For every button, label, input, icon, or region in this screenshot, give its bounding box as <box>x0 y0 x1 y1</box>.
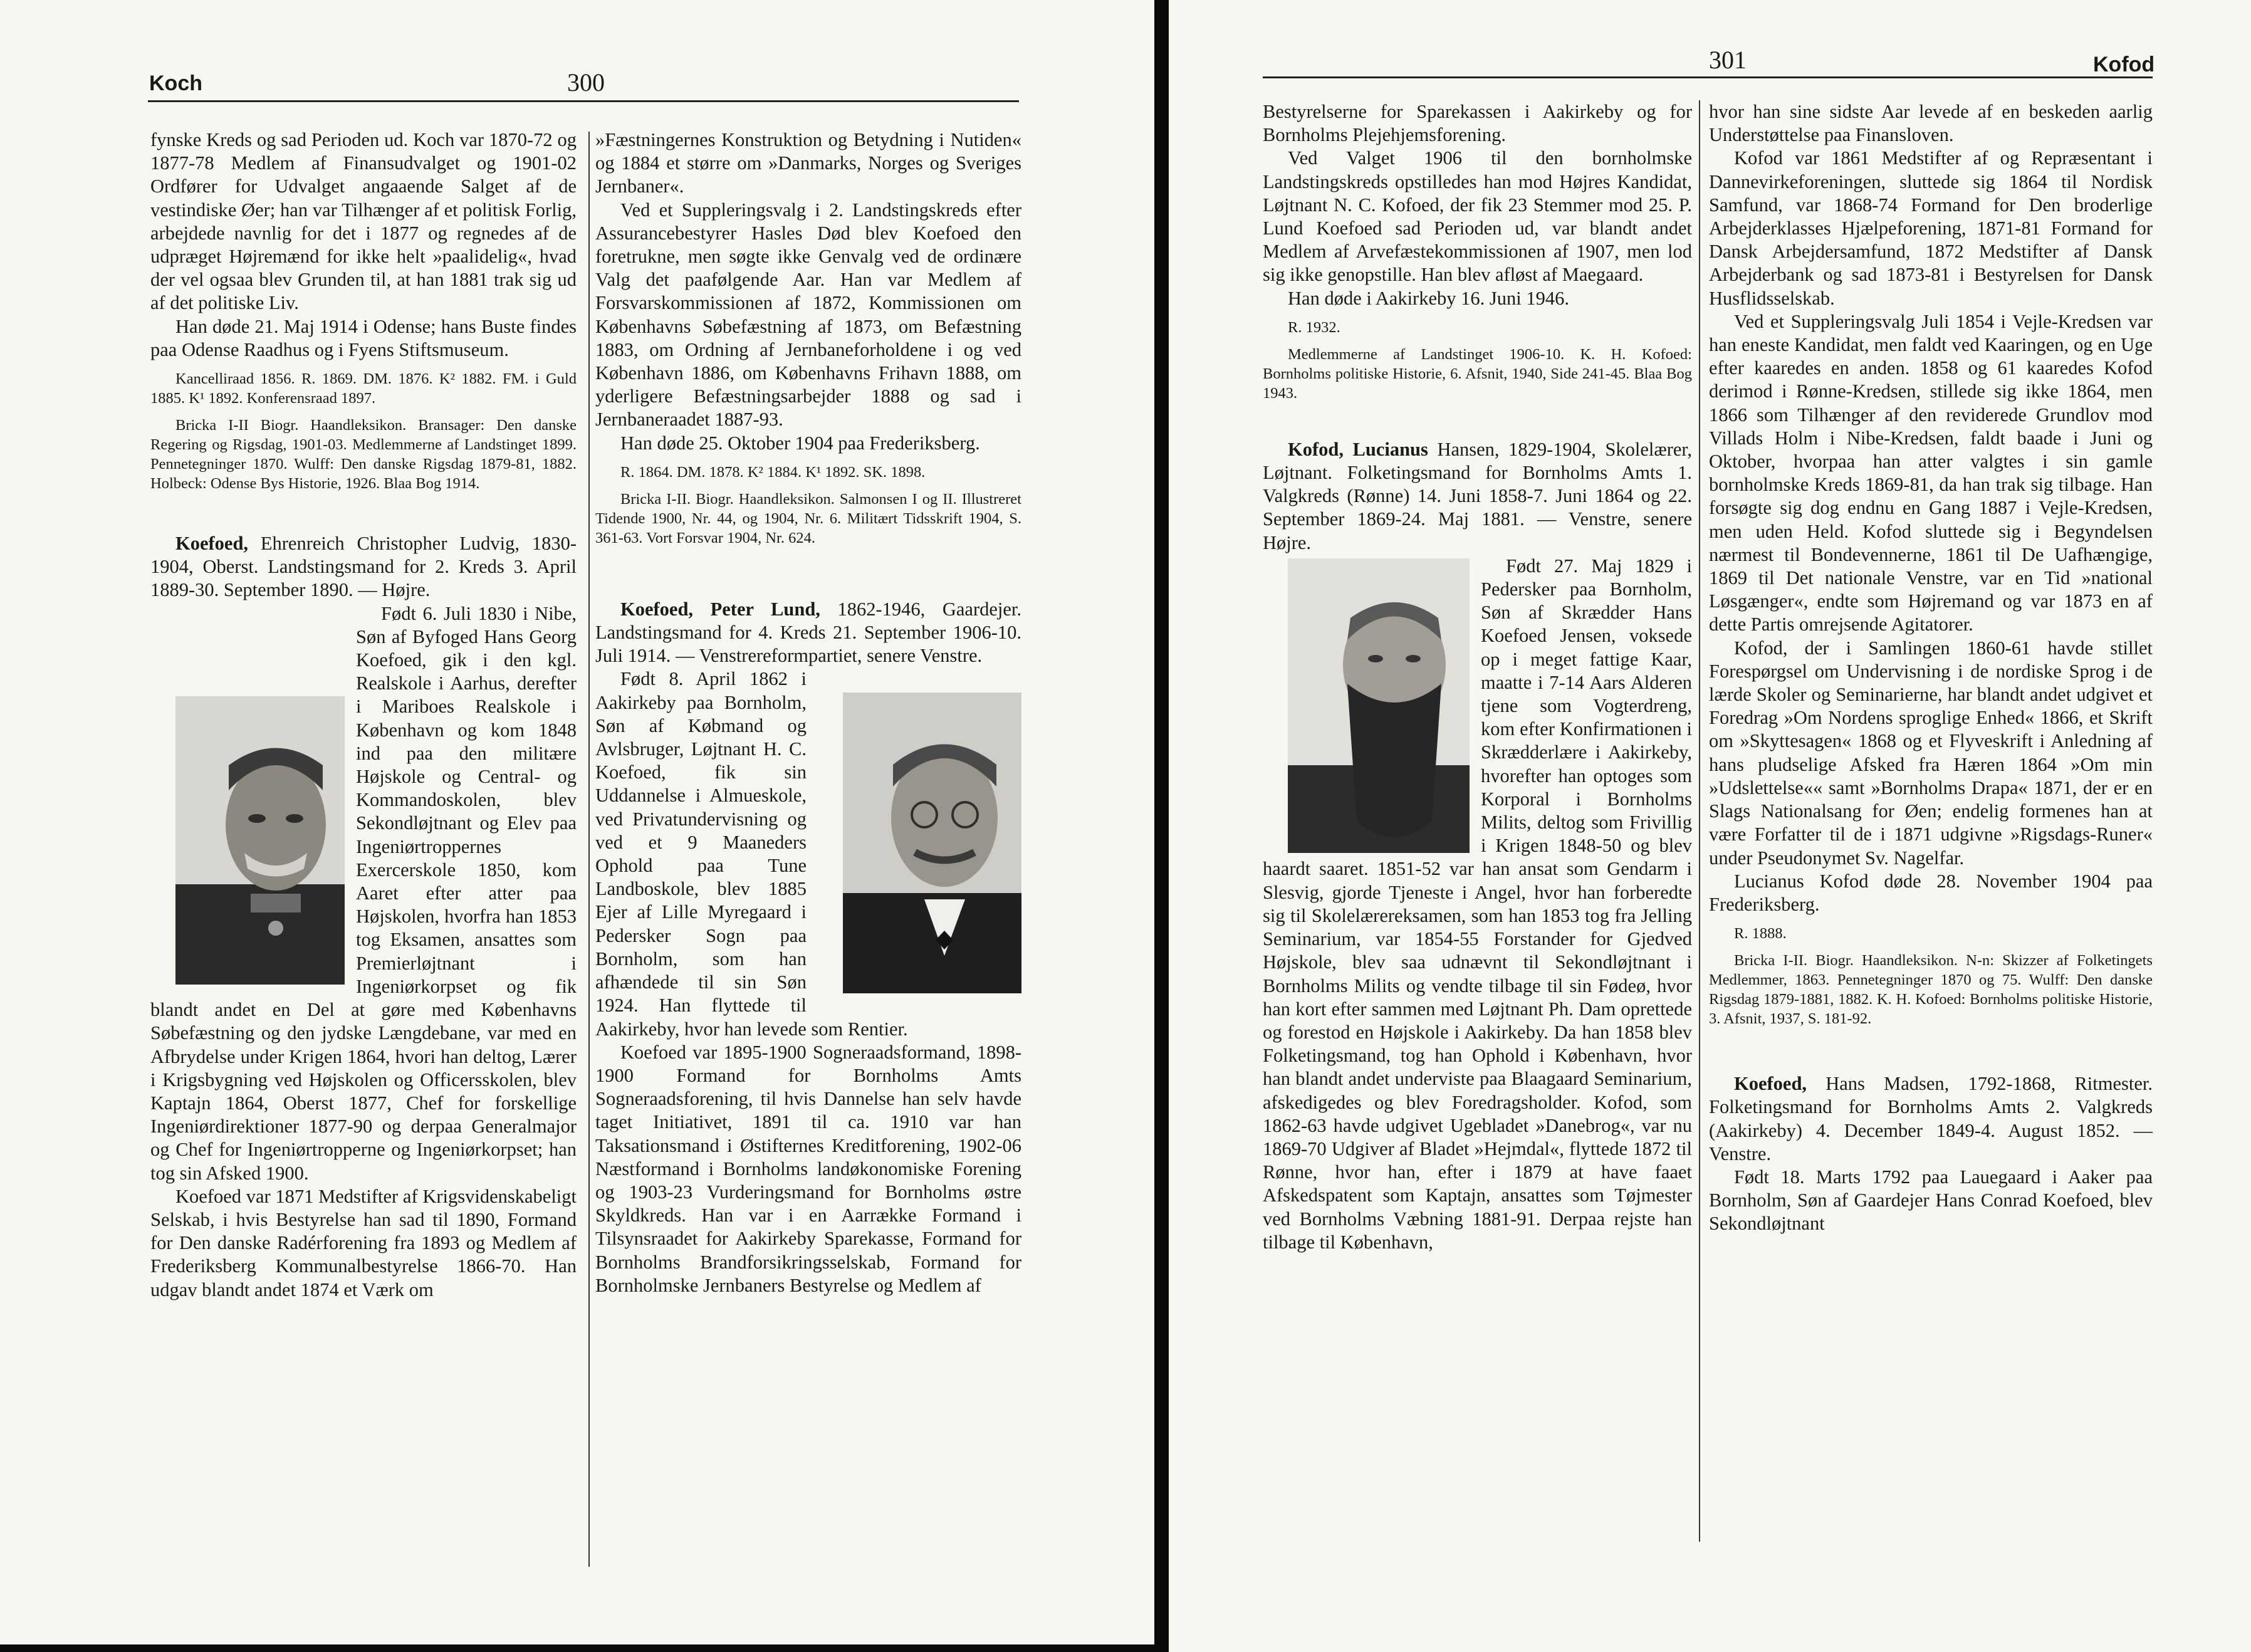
running-head-right <box>1169 40 2251 85</box>
entry-summary: Ehrenreich Christopher Ludvig, 1830-1904, Oberst. Landstingsmand for 2. Kreds 3. April 1889-30. September 1890. — Højre. <box>150 533 577 601</box>
header-rule <box>1263 76 2153 78</box>
entry-heading <box>1263 438 1692 555</box>
decorations-note: R. 1888. <box>1734 925 1787 943</box>
left-column-1 <box>150 128 577 1302</box>
paragraph: Han døde 21. Maj 1914 i Odense; hans Buste findes paa Odense Raadhus og i Fyens Stiftsmuseum. <box>150 315 577 360</box>
paragraph-text: Født 8. April 1862 i Aakirkeby paa Bornholm, Søn af Købmand og Avlsbruger, Løjtnant H. C. Koefoed, fik sin Uddannelse i Almueskole, ved Privatundervisning og ved et 9 Maaneders Ophold paa Tune Landboskole, blev 1885 Ejer af Lille Myregaard i Pedersker Sogn paa Bornholm, som han afhændede til sin Søn 1924. Han flyttede til Aakirkeby, hvor han levede som Rentier. <box>595 668 908 1040</box>
paragraph <box>150 602 577 1185</box>
portrait-photo <box>1263 558 1470 853</box>
paragraph: Ved Valget 1906 til den bornholmske Landstingskreds opstilledes han mod Højres Kandidat, Løjtnant N. C. Kofoed, der fik 23 Stemmer mod 25. P. Lund Koefoed sad Perioden ud, var blandt andet Medlem af Arvefæstekommissionen af 1907, men lod sig ikke genopstille. Han blev afløst af Maegaard. <box>1263 147 1692 286</box>
paragraph: Ved et Suppleringsvalg i 2. Landstingskreds efter Assurancebestyrer Hasles Død blev Koefoed den foretrukne, men søgte ikke Genvalg ved de ordinære Valg det paafølgende Aar. Han var Medlem af Forsvarskommissionen af 1872, Kommissionen om Københavns Søbefæstning af 1873, om Befæstning 1883, om Ordning af Jernbaneforholdene i og ved København 1886, om Københavns Frihavn 1888, om yderligere Befæstningsarbejder 1888 og sad i Jernbaneraadet 1887-93. <box>595 199 1021 431</box>
entry-headword: Koefoed, Peter Lund, <box>620 598 820 620</box>
sources-note: Bricka I-II Biogr. Haandleksikon. Bransager: Den danske Regering og Rigsdag, 1901-03. Medlemmerne af Landstinget 1899. Pennetegninger 1870. Wulff: Den danske Rigsdag 1879-81, 1882. Holbeck: Odense Bys Historie, 1926. Blaa Bog 1914. <box>150 417 577 493</box>
paragraph: Han døde i Aakirkeby 16. Juni 1946. <box>1288 287 1569 309</box>
paragraph: Kofod var 1861 Medstifter af og Repræsentant i Dannevirkeforeningen, sluttede sig 1864 til Nordisk Samfund, var 1868-74 Formand for Den broderlige Arbejderklasses Hjælpeforening, 1871-81 Formand for Dansk Arbejdersamfund, 1872 Medstifter af Dansk Arbejderbank og sad 1873-81 i Bestyrelsen for Dansk Husflidsselskab. <box>1709 147 2153 309</box>
right-column-2 <box>1709 100 2153 1236</box>
page-number: 300 <box>567 68 605 97</box>
paragraph: Koefoed var 1871 Medstifter af Krigsvidenskabeligt Selskab, i hvis Bestyrelse han sad til 1890, Formand for Den danske Radérforening fra 1893 og Medlem af Frederiksberg Kommunalbestyrelse 1866-70. Han udgav blandt andet 1874 et Værk om <box>150 1185 577 1300</box>
sources-note: Medlemmerne af Landstinget 1906-10. K. H. Kofoed: Bornholms politiske Historie, 6. Afsnit, 1940, Side 241-45. Blaa Bog 1943. <box>1263 345 1692 402</box>
paragraph: Han døde 25. Oktober 1904 paa Frederiksberg. <box>620 432 980 454</box>
entry-headword: Kofod, Lucianus <box>1288 438 1428 460</box>
entry-summary: Hansen, 1829-1904, Skolelærer, Løjtnant. Folketingsmand for Bornholms Amts 1. Valgkreds (Rønne) 14. Juni 1858-7. Juni 1864 og 22. September 1869-24. Maj 1881. — Venstre, senere Højre. <box>1263 438 1692 553</box>
right-column-1 <box>1263 100 1692 1254</box>
running-head-name: Koch <box>149 71 202 95</box>
paragraph: Født 18. Marts 1792 paa Lauegaard i Aaker paa Bornholm, Søn af Gaardejer Hans Conrad Koefoed, blev Sekondløjtnant <box>1709 1166 2153 1235</box>
sources-note: Bricka I-II. Biogr. Haandleksikon. N-n: Skizzer af Folketingets Medlemmer, 1863. Pennetegninger 1870 og 75. Wulff: Den danske Rigsdag 1879-1881, 1882. K. H. Kofoed: Bornholms politiske Historie, 3. Afsnit, 1937, S. 181-92. <box>1709 952 2153 1028</box>
entry-headword: Koefoed, <box>1734 1073 1807 1095</box>
paragraph <box>595 667 1021 1040</box>
decorations-note: Kancelliraad 1856. R. 1869. DM. 1876. K² 1882. FM. i Guld 1885. K¹ 1892. Konferensraad 1897. <box>150 370 577 407</box>
portrait-photo <box>818 693 1021 993</box>
entry-heading <box>1709 1072 2153 1166</box>
header-rule <box>148 100 1019 102</box>
entry-heading <box>595 598 1021 668</box>
paragraph: Koefoed var 1895-1900 Sogneraadsformand, 1898-1900 Formand for Bornholms Amts Sogneraadsforening, til hvis Dannelse han selv havde taget Initiativet, 1891 til ca. 1910 var han Taksationsmand i Østifternes Kreditforening, 1902-06 Næstformand i Bornholms landøkonomiske Forening og 1903-23 Vurderingsmand for Bornholms østre Skyldkreds. Han var i en Aarrække Formand i Tilsynsraadet for Aakirkeby Sparekasse, Formand for Bornholms Brandforsikringsselskab, Formand for Bornholmske Jernbaners Bestyrelse og Medlem af <box>595 1041 1021 1296</box>
entry-summary: Hans Madsen, 1792-1868, Ritmester. Folketingsmand for Bornholms Amts 2. Valgkreds (Aakirkeby) 4. December 1849-4. August 1852. — Venstre. <box>1709 1073 2153 1164</box>
decorations-note: R. 1864. DM. 1878. K² 1884. K¹ 1892. SK. 1898. <box>620 463 926 481</box>
column-divider <box>588 132 590 1567</box>
page-number: 301 <box>1709 46 1747 74</box>
paragraph: hvor han sine sidste Aar levede af en beskeden aarlig Understøttelse paa Finansloven. <box>1709 101 2153 146</box>
entry-summary: 1862-1946, Gaardejer. Landstingsmand for 4. Kreds 21. September 1906-10. Juli 1914. — Venstrereformpartiet, senere Venstre. <box>595 598 1021 667</box>
paragraph: Lucianus Kofod døde 28. November 1904 paa Frederiksberg. <box>1709 870 2153 915</box>
paragraph <box>1263 555 1692 1254</box>
portrait-photo <box>150 696 345 985</box>
paragraph: Ved et Suppleringsvalg Juli 1854 i Vejle-Kredsen var han eneste Kandidat, men faldt ved Kaaringen, og en Uge efter kaaredes en anden. 1858 og 61 kaaredes Kofod derimod i Rønne-Kredsen, stillede sig ikke 1864, men 1866 som Tilhænger af den reviderede Grundlov mod Villads Holm i Nibe-Kredsen, faldt baade i Juni og Oktober, hvorpaa han atter valgtes i sin gamle bornholmske Kreds 1869-81, da han trak sig tilbage. Han forsøgte sig dog endnu en Gang 1887 i Vejle-Kredsen, men uden Held. Kofod sluttede sig i Begyndelsen nærmest til Bondevennerne, 1861 til De Uafhængige, 1869 til Det nationale Venstre, var en Tid »national Løsgænger«, endte som Højremand og var 1873 en af dette Partis omrejsende Agitatorer. <box>1709 310 2153 635</box>
paragraph: fynske Kreds og sad Perioden ud. Koch var 1870-72 og 1877-78 Medlem af Finansudvalget og 1901-02 Ordfører for Udvalget angaaende Salget af de vestindiske Øer; han var Tilhænger af et politisk Forlig, arbejdede navnlig for det i 1877 og regnedes af de udpræget Højremænd for ikke helt »paalidelig«, hvad der vel ogsaa blev Grunden til, at han 1881 trak sig ud af det politiske Liv. <box>150 129 577 314</box>
paragraph: »Fæstningernes Konstruktion og Betydning i Nutiden« og 1884 et større om »Danmarks, Norges og Sveriges Jernbaner«. <box>595 129 1021 197</box>
entry-headword: Koefoed, <box>175 533 249 555</box>
paragraph-text: Født 27. Maj 1829 i Pedersker paa Bornholm, Søn af Skrædder Hans Koefoed Jensen, voksede op i meget fattige Kaar, maatte i 7-14 Aars Alderen tjene som Vogterdreng, kom efter Konfirmationen i Skrædderlære i Aakirkeby, hvorefter han optoges som Korporal i Bornholms Milits, deltog som Frivillig i Krigen 1848-50 og blev haardt saaret. 1851-52 var han ansat som Gendarm i Slesvig, gjorde Tjeneste i Angel, hvor han forberedte sig til Skolelærereksamen, som han 1853 tog fra Jelling Seminarium, var 1854-55 Forstander for Gjedved Højskole, blev saa udnævnt til Sekondløjtnant i Bornholms Milits og vendte tilbage til sin Fødeø, hvor han kort efter sammen med Løjtnant Ph. Dam oprettede og forestod en Højskole i Aakirkeby. Da han 1858 blev Folketingsmand, tog han Ophold i København, hvor han blandt andet underviste paa Blaagaard Seminarium, afskedigedes og blev Foredragsholder. Kofod, som 1862-63 havde udgivet Ugebladet »Danebrog«, var nu 1869-70 Udgiver af Bladet »Hejmdal«, flyttede 1872 til Rønne, hvor han, efter i 1879 at have faaet Afskedspatent som Kaptajn, ansattes som Tøjmester ved Bornholms Væbning 1881-91. Derpaa rejste han tilbage til København, <box>1263 555 1692 1253</box>
column-divider <box>1699 100 1700 1542</box>
left-column-2 <box>595 128 1021 1297</box>
paragraph-text: Født 6. Juli 1830 i Nibe, Søn af Byfoged Hans Georg Koefoed, gik i den kgl. Realskole i Aarhus, derefter i Mariboes Realskole i København og kom 1848 ind paa den militære Højskole og Central- og Kommandoskolen, blev Sekondløjtnant og Elev paa Ingeniørtroppernes Exercerskole 1850, kom Aaret efter atter paa Højskolen, hvorfra han 1853 tog Eksamen, ansattes som Premierløjtnant i Ingeniørkorpset og fik blandt andet en Del at gøre med Københavns Søbefæstning og den jydske Længdebane, var med en Afbrydelse under Krigen 1864, hvori han deltog, Lærer i Krigsbygning ved Højskolen og Officersskolen, blev Kaptajn 1864, Oberst 1877, Chef for forskellige Ingeniørdirektioner 1877-90 og derpaa Generalmajor og Chef for Ingeniørtropperne og Ingeniørkorpset; han tog sin Afsked 1900. <box>150 602 577 1184</box>
running-head-name: Kofod <box>2093 53 2155 76</box>
sources-note: Bricka I-II. Biogr. Haandleksikon. Salmonsen I og II. Illustreret Tidende 1900, Nr. 44, og 1904, Nr. 6. Militært Tidsskrift 1904, S. 361-63. Vort Forsvar 1904, Nr. 624. <box>595 490 1021 546</box>
decorations-note: R. 1932. <box>1288 318 1340 336</box>
entry-heading <box>150 532 577 602</box>
right-page <box>1169 0 2251 1652</box>
paragraph: Kofod, der i Samlingen 1860-61 havde stillet Forespørgsel om Undervisning i de nordiske Sprog i de lærde Skoler og Seminarierne, har blandt andet udgivet et Foredrag »Om Nordens sproglige Enhed« 1866, et Skrift om »Skyttesagen« 1868 og et Flyveskrift i Anledning af hans pludselige Afsked fra Hæren 1864 »Om min »Udslettelse«« samt »Bornholms Drapa« 1871, der er en Slags Nationalsang for Øen; endelig formenes han at være Forfatter til de i 1871 udgivne »Rigsdags-Runer« under Pseudonymet Sv. Nagelfar. <box>1709 637 2153 869</box>
paragraph: Bestyrelserne for Sparekassen i Aakirkeby og for Bornholms Plejehjemsforening. <box>1263 101 1692 146</box>
